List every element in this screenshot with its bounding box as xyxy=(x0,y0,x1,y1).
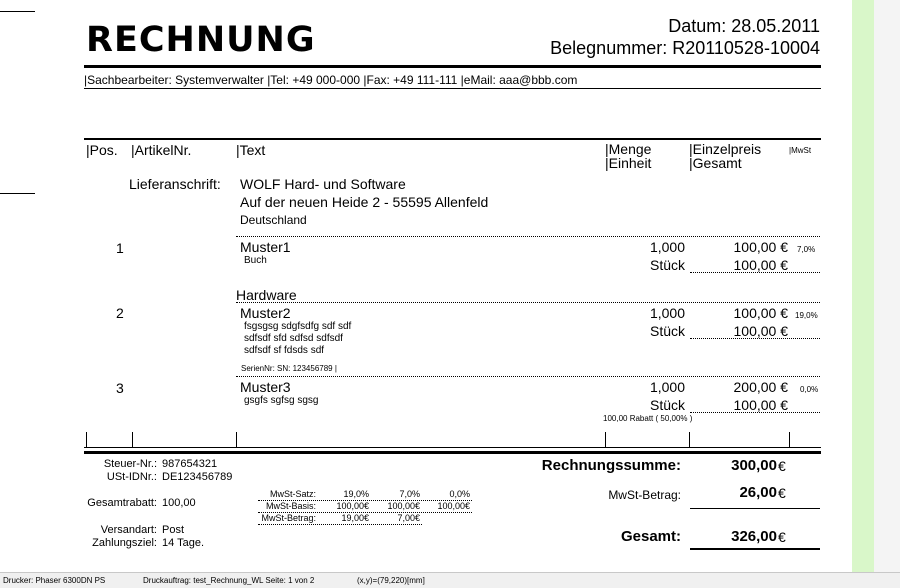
col-text: |Text xyxy=(236,142,266,158)
printer-name: Drucker: Phaser 6300DN PS xyxy=(3,576,106,585)
status-bar xyxy=(0,572,900,588)
item-unit: Stück xyxy=(649,323,685,339)
item-unit: Stück xyxy=(649,257,685,273)
column-tick xyxy=(789,432,790,447)
vat-base: 100,00€ xyxy=(387,501,420,511)
item-discount: 100,00 Rabatt ( 50,00% ) xyxy=(603,414,693,423)
table-header-rule xyxy=(84,138,821,140)
address-street: Auf der neuen Heide 2 - 55595 Allenfeld xyxy=(240,194,489,210)
tax-number: 987654321 xyxy=(162,458,218,470)
shipping-method: Post xyxy=(162,524,185,536)
print-job: Druckauftrag: test_Rechnung_WL Seite: 1 von 2 xyxy=(143,576,315,585)
grand-total-rule xyxy=(690,548,820,550)
shipping-label: Versandart: xyxy=(100,524,157,536)
item-description: fsgsgsg sdgfsdfg sdf sdf xyxy=(244,321,352,332)
invoice-sum-label: Rechnungssumme: xyxy=(541,457,681,474)
item-pos: 3 xyxy=(116,380,124,396)
item-description: sdfsdf sf fdsds sdf xyxy=(244,345,325,356)
euro-sign: € xyxy=(778,529,786,545)
item-description: sdfsdf sfd sdfsd sdfsdf xyxy=(244,333,343,344)
col-einzelpreis: |Einzelpreis xyxy=(689,141,762,157)
vat-base: 100,00€ xyxy=(437,501,470,511)
group-separator xyxy=(236,302,820,303)
item-unit-price: 100,00 € xyxy=(733,239,788,255)
item-vat: 19,0% xyxy=(795,311,818,320)
item-pos: 2 xyxy=(116,305,124,321)
invoice-date: Datum: 28.05.2011 xyxy=(668,16,820,36)
address-name: WOLF Hard- und Software xyxy=(240,176,406,192)
euro-sign: € xyxy=(778,458,786,474)
vat-rate: 19,0% xyxy=(343,489,369,499)
item-description: Buch xyxy=(244,255,267,266)
vat-base-label: MwSt-Basis: xyxy=(265,501,316,511)
vat-amount: 7,00€ xyxy=(397,513,420,523)
column-tick xyxy=(605,432,606,447)
item-unit: Stück xyxy=(649,397,685,413)
item-total: 100,00 € xyxy=(733,397,788,413)
payment-term: 14 Tage. xyxy=(162,537,205,549)
preview-margin xyxy=(874,0,900,572)
column-tick xyxy=(689,432,690,447)
subtotal-rule xyxy=(690,508,820,509)
total-discount-label: Gesamtrabatt: xyxy=(87,497,157,509)
grand-total: 326,00 xyxy=(731,528,777,545)
column-tick xyxy=(86,432,87,447)
item-quantity: 1,000 xyxy=(649,379,685,395)
table-bottom-rule xyxy=(84,447,821,448)
invoice-number: Belegnummer: R20110528-10004 xyxy=(550,38,820,58)
item-name: Muster1 xyxy=(240,239,291,255)
item-vat: 0,0% xyxy=(800,385,819,394)
col-pos: |Pos. xyxy=(86,142,118,158)
payment-term-label: Zahlungsziel: xyxy=(92,537,157,549)
group-heading: Hardware xyxy=(236,287,297,303)
address-label: Lieferanschrift: xyxy=(129,176,221,192)
vat-amount-label: MwSt-Betrag: xyxy=(261,513,316,523)
totals-rule xyxy=(84,451,821,454)
tax-number-label: Steuer-Nr.: xyxy=(103,458,157,470)
item-total: 100,00 € xyxy=(733,323,788,339)
vat-rate: 7,0% xyxy=(399,489,420,499)
vat-total: 26,00 xyxy=(739,484,777,501)
vat-rate: 0,0% xyxy=(449,489,470,499)
invoice-sum: 300,00 xyxy=(731,457,777,474)
item-total-underline xyxy=(690,338,820,339)
address-country: Deutschland xyxy=(240,213,307,227)
item-name: Muster3 xyxy=(240,379,291,395)
item-pos: 1 xyxy=(116,240,124,256)
vat-rate-label: MwSt-Satz: xyxy=(269,489,316,499)
item-total-underline xyxy=(690,412,820,413)
fold-mark-top xyxy=(0,11,35,12)
vat-base: 100,00€ xyxy=(336,501,369,511)
col-gesamt: |Gesamt xyxy=(689,155,742,171)
vat-id: DE123456789 xyxy=(162,471,233,483)
item-name: Muster2 xyxy=(240,305,291,321)
euro-sign: € xyxy=(778,485,786,501)
item-quantity: 1,000 xyxy=(649,305,685,321)
page-background-strip xyxy=(852,0,874,572)
document-title: RECHNUNG xyxy=(86,20,316,60)
item-total: 100,00 € xyxy=(733,257,788,273)
col-menge: |Menge xyxy=(605,141,652,157)
item-separator xyxy=(236,376,820,377)
col-artikelnr: |ArtikelNr. xyxy=(131,142,192,158)
grand-total-label: Gesamt: xyxy=(620,528,681,545)
column-tick xyxy=(236,432,237,447)
item-total-underline xyxy=(690,272,820,273)
header-rule xyxy=(84,65,821,68)
total-discount: 100,00 xyxy=(162,497,196,509)
vat-amount: 19,00€ xyxy=(341,513,369,523)
item-separator xyxy=(236,236,820,237)
vat-total-label: MwSt-Betrag: xyxy=(608,488,681,502)
cursor-coordinates: (x,y)=(79,220)[mm] xyxy=(357,576,425,585)
col-mwst: |MwSt xyxy=(789,146,812,155)
fold-mark-middle xyxy=(0,193,35,194)
col-einheit: |Einheit xyxy=(605,155,652,171)
vat-table-separator xyxy=(258,524,422,525)
item-quantity: 1,000 xyxy=(649,239,685,255)
item-description: gsgfs sgfsg sgsg xyxy=(244,395,319,406)
item-serial: SerienNr: SN: 123456789 | xyxy=(241,364,337,373)
item-vat: 7,0% xyxy=(797,245,816,254)
item-unit-price: 100,00 € xyxy=(733,305,788,321)
contact-rule xyxy=(84,88,821,89)
vat-id-label: USt-IDNr.: xyxy=(106,471,157,483)
column-tick xyxy=(132,432,133,447)
contact-line: |Sachbearbeiter: Systemverwalter |Tel: +49 000-000 |Fax: +49 111-111 |eMail: aaa@bbb.com xyxy=(84,73,578,87)
item-unit-price: 200,00 € xyxy=(733,379,788,395)
